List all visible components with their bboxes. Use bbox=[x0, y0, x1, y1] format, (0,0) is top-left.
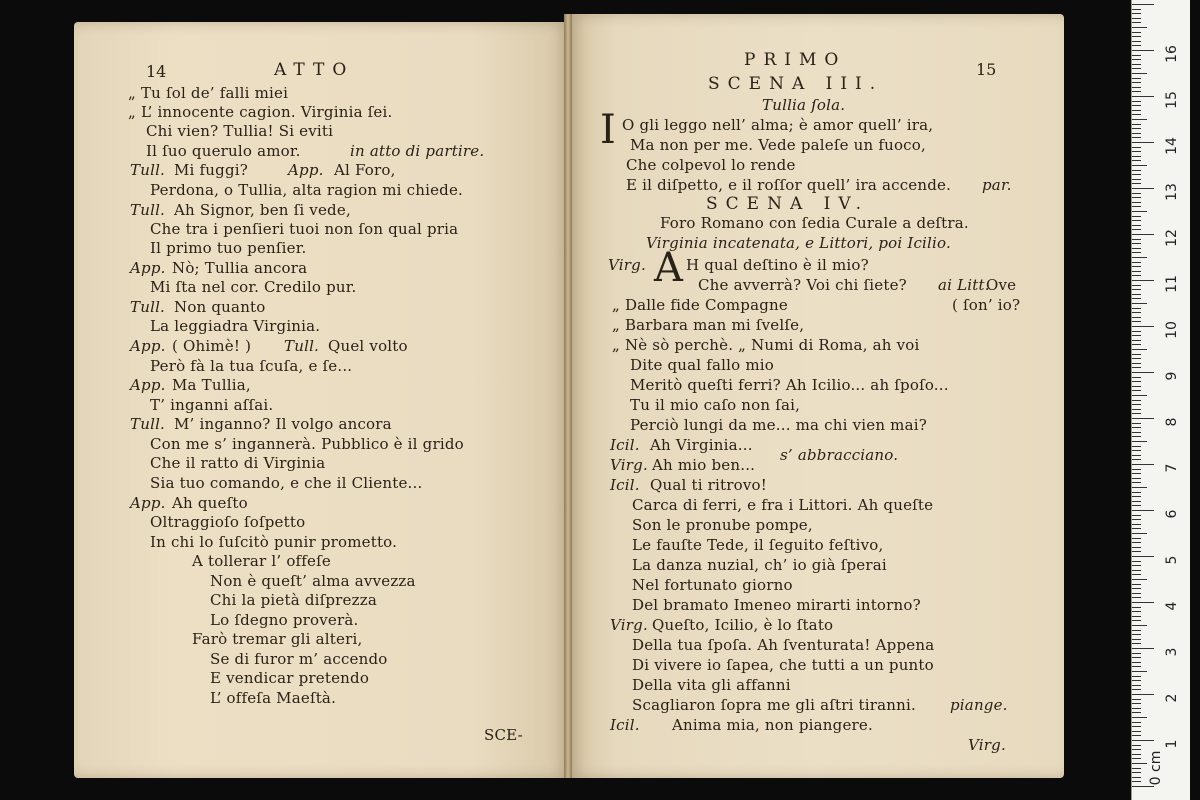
ruler-tick bbox=[1132, 234, 1154, 235]
text-line: Nò; Tullia ancora bbox=[172, 259, 308, 277]
aria-line: Lo ſdegno proverà. bbox=[210, 611, 359, 629]
ruler-tick bbox=[1132, 142, 1154, 143]
ruler-tick bbox=[1132, 73, 1147, 74]
text-line: Mi fuggi? bbox=[174, 161, 248, 179]
text-line: Al Foro, bbox=[334, 161, 396, 179]
text-line: Di vivere io ſapea, che tutti a un punto bbox=[632, 656, 934, 674]
ruler-tick bbox=[1132, 515, 1141, 516]
text-line: Le fauſte Tede, il ſeguito feſtivo, bbox=[632, 536, 884, 554]
ruler-tick bbox=[1132, 372, 1154, 373]
text-line: Ah Virginia... bbox=[650, 436, 753, 454]
ruler-tick bbox=[1132, 492, 1141, 493]
text-line: „ L’ innocente cagion. Virginia ſei. bbox=[128, 103, 393, 121]
text-line: Son le pronube pompe, bbox=[632, 516, 813, 534]
ruler-tick bbox=[1132, 528, 1141, 529]
text-line: ( Ohimè! ) bbox=[172, 337, 252, 355]
ruler-tick bbox=[1132, 105, 1141, 106]
text-line: Ma non per me. Vede paleſe un fuoco, bbox=[630, 136, 926, 154]
ruler-tick bbox=[1132, 211, 1147, 212]
ruler-number: 14 bbox=[1164, 137, 1180, 155]
ruler-tick bbox=[1132, 78, 1141, 79]
ruler-tick bbox=[1132, 731, 1141, 732]
ruler-tick bbox=[1132, 285, 1141, 286]
running-header-right: PRIMO bbox=[744, 50, 847, 70]
ruler-tick bbox=[1132, 584, 1141, 585]
ruler-tick bbox=[1132, 611, 1141, 612]
ruler-number: 5 bbox=[1164, 555, 1180, 565]
ruler-tick bbox=[1132, 565, 1141, 566]
speaker-label: App. bbox=[130, 376, 166, 394]
text-line: Della vita gli affanni bbox=[632, 676, 791, 694]
aria-line: Chi la pietà diſprezza bbox=[210, 591, 377, 609]
ruler-tick bbox=[1132, 308, 1141, 309]
ruler-tick bbox=[1132, 561, 1141, 562]
text-line: La leggiadra Virginia. bbox=[150, 317, 321, 335]
ruler-tick bbox=[1132, 413, 1141, 414]
ruler-tick bbox=[1132, 4, 1154, 5]
speaker-label: Icil. bbox=[610, 716, 640, 734]
ruler-number: 13 bbox=[1164, 183, 1180, 201]
ruler-tick bbox=[1132, 340, 1141, 341]
ruler-tick bbox=[1132, 354, 1141, 355]
ruler-tick bbox=[1132, 280, 1154, 281]
ruler-tick bbox=[1132, 708, 1141, 709]
ruler-tick bbox=[1132, 597, 1141, 598]
ruler-tick bbox=[1132, 459, 1141, 460]
stage-direction: ai Litt. bbox=[938, 276, 990, 294]
ruler-tick bbox=[1132, 114, 1141, 115]
text-line: T’ inganni aſſai. bbox=[150, 396, 274, 414]
text-line: „ Barbara man mi ſvelſe, bbox=[612, 316, 805, 334]
ruler-tick bbox=[1132, 441, 1147, 442]
ruler-tick bbox=[1132, 501, 1141, 502]
ruler-tick bbox=[1132, 455, 1141, 456]
text-line: Che tra i penſieri tuoi non ſon qual pria bbox=[150, 220, 459, 238]
aria-line: Se di furor m’ accendo bbox=[210, 650, 388, 668]
ruler-tick bbox=[1132, 202, 1141, 203]
ruler-tick bbox=[1132, 487, 1147, 488]
ruler-number: 6 bbox=[1164, 509, 1180, 519]
ruler-tick bbox=[1132, 262, 1141, 263]
ruler-tick bbox=[1132, 96, 1154, 97]
ruler-tick bbox=[1132, 22, 1141, 23]
speaker-label: App. bbox=[130, 337, 166, 355]
text-line: In chi lo ſuſcitò punir prometto. bbox=[150, 533, 398, 551]
ruler-number: 15 bbox=[1164, 91, 1180, 109]
ruler-tick bbox=[1132, 400, 1141, 401]
ruler-tick bbox=[1132, 160, 1141, 161]
ruler-tick bbox=[1132, 367, 1141, 368]
ruler-tick bbox=[1132, 758, 1141, 759]
ruler-tick bbox=[1132, 101, 1141, 102]
text-line: Tu il mio caſo non ſai, bbox=[630, 396, 801, 414]
ruler-tick bbox=[1132, 436, 1141, 437]
text-line: Perdona, o Tullia, alta ragion mi chiede. bbox=[150, 181, 463, 199]
ruler-tick bbox=[1132, 41, 1141, 42]
ruler-tick bbox=[1132, 754, 1141, 755]
text-line: Ma Tullia, bbox=[172, 376, 251, 394]
ruler-tick bbox=[1132, 206, 1141, 207]
ruler-tick bbox=[1132, 110, 1141, 111]
ruler-number: 4 bbox=[1164, 601, 1180, 611]
text-line: Anima mia, non piangere. bbox=[672, 716, 873, 734]
ruler-tick bbox=[1132, 377, 1141, 378]
ruler-tick bbox=[1132, 689, 1141, 690]
text-line: Dite qual fallo mio bbox=[630, 356, 775, 374]
ruler-tick bbox=[1132, 446, 1141, 447]
ruler-tick bbox=[1132, 9, 1141, 10]
ruler-tick bbox=[1132, 266, 1141, 267]
ruler-tick bbox=[1132, 616, 1141, 617]
ruler-tick bbox=[1132, 694, 1154, 695]
ruler-tick bbox=[1132, 662, 1141, 663]
ruler-tick bbox=[1132, 482, 1141, 483]
running-header-left: ATTO bbox=[274, 60, 355, 80]
ruler-tick bbox=[1132, 225, 1141, 226]
ruler-tick bbox=[1132, 657, 1141, 658]
page-number-right: 15 bbox=[976, 60, 997, 79]
ruler-tick bbox=[1132, 574, 1141, 575]
text-line: Che il ratto di Virginia bbox=[150, 454, 326, 472]
aria-line: L’ offeſa Maeſtà. bbox=[210, 689, 337, 707]
text-line: „ Dalle fide Compagne bbox=[612, 296, 788, 314]
ruler-tick bbox=[1132, 179, 1141, 180]
ruler-tick bbox=[1132, 45, 1141, 46]
ruler-number: 3 bbox=[1164, 647, 1180, 657]
ruler-tick bbox=[1132, 432, 1141, 433]
ruler-tick bbox=[1132, 533, 1147, 534]
speaker-label: Virg. bbox=[610, 456, 648, 474]
ruler-tick bbox=[1132, 197, 1141, 198]
text-line: Nel fortunato giorno bbox=[632, 576, 793, 594]
text-line: La danza nuzial, ch’ io già ſperai bbox=[632, 556, 887, 574]
aria-line: E vendicar pretendo bbox=[210, 669, 370, 687]
ruler-tick bbox=[1132, 331, 1141, 332]
text-line: Ah mio ben... bbox=[652, 456, 756, 474]
aria-line: A tollerar l’ offeſe bbox=[192, 552, 331, 570]
text-line: Però fà la tua ſcuſa, e ſe... bbox=[150, 357, 353, 375]
scene-subtitle: Tullia ſola. bbox=[762, 96, 846, 114]
speaker-label: App. bbox=[288, 161, 324, 179]
ruler-tick bbox=[1132, 680, 1141, 681]
ruler-tick bbox=[1132, 395, 1147, 396]
ruler-tick bbox=[1132, 188, 1154, 189]
ruler-tick bbox=[1132, 344, 1141, 345]
ruler-tick bbox=[1132, 248, 1141, 249]
scene-title: SCENA IV. bbox=[706, 194, 870, 214]
scene-setting: Foro Romano con ſedia Curale a deſtra. bbox=[660, 214, 969, 232]
ruler-tick bbox=[1132, 634, 1141, 635]
ruler-tick bbox=[1132, 317, 1141, 318]
ruler-tick bbox=[1132, 666, 1141, 667]
ruler-tick bbox=[1132, 68, 1141, 69]
ruler-tick bbox=[1132, 427, 1141, 428]
text-line: Il primo tuo penſier. bbox=[150, 239, 307, 257]
ruler-tick bbox=[1132, 59, 1141, 60]
ruler-tick bbox=[1132, 32, 1141, 33]
ruler-number: 16 bbox=[1164, 45, 1180, 63]
ruler-tick bbox=[1132, 496, 1141, 497]
ruler-tick bbox=[1132, 147, 1141, 148]
speaker-label: Icil. bbox=[610, 476, 640, 494]
text-line: Qual ti ritrovo! bbox=[650, 476, 767, 494]
ruler-tick bbox=[1132, 82, 1141, 83]
ruler-tick bbox=[1132, 588, 1141, 589]
text-line: Oltraggioſo ſoſpetto bbox=[150, 513, 306, 531]
ruler-tick bbox=[1132, 556, 1154, 557]
ruler-number: 10 bbox=[1164, 321, 1180, 339]
ruler-unit-label: 0 cm bbox=[1148, 750, 1164, 786]
ruler-tick bbox=[1132, 469, 1141, 470]
text-line: Il ſuo querulo amor. bbox=[146, 142, 301, 160]
text-line: „ Nè sò perchè. „ Numi di Roma, ah voi bbox=[612, 336, 920, 354]
ruler-tick bbox=[1132, 722, 1141, 723]
ruler-tick bbox=[1132, 685, 1141, 686]
ruler-tick bbox=[1132, 735, 1141, 736]
ruler-tick bbox=[1132, 768, 1141, 769]
text-line: H qual deſtino è il mio? bbox=[686, 256, 869, 274]
ruler-number: 12 bbox=[1164, 229, 1180, 247]
speaker-label: Tull. bbox=[130, 201, 166, 219]
speaker-label: Virg. bbox=[610, 616, 648, 634]
ruler-tick bbox=[1132, 216, 1141, 217]
page-number-left: 14 bbox=[146, 62, 167, 81]
text-line: Con me s’ ingannerà. Pubblico è il grido bbox=[150, 435, 464, 453]
ruler-tick bbox=[1132, 289, 1141, 290]
ruler-tick bbox=[1132, 349, 1147, 350]
ruler-tick bbox=[1132, 303, 1147, 304]
text-line: Carca di ferri, e fra i Littori. Ah queſte bbox=[632, 496, 934, 514]
ruler-tick bbox=[1132, 579, 1147, 580]
ruler-tick bbox=[1132, 703, 1141, 704]
text-line: Meritò queſti ferri? Ah Icilio... ah ſpoſo... bbox=[630, 376, 949, 394]
ruler-tick bbox=[1132, 450, 1141, 451]
ruler-tick bbox=[1132, 478, 1141, 479]
text-line: Quel volto bbox=[328, 337, 408, 355]
book-gutter bbox=[564, 14, 572, 778]
stage-direction: piange. bbox=[950, 696, 1008, 714]
ruler-tick bbox=[1132, 358, 1141, 359]
ruler-tick bbox=[1132, 676, 1141, 677]
ruler-tick bbox=[1132, 174, 1141, 175]
ruler-number: 8 bbox=[1164, 417, 1180, 427]
ruler-tick bbox=[1132, 243, 1141, 244]
text-line: Perciò lungi da me... ma chi vien mai? bbox=[630, 416, 927, 434]
ruler-tick bbox=[1132, 639, 1141, 640]
ruler-tick bbox=[1132, 745, 1141, 746]
speaker-label: Virg. bbox=[608, 256, 646, 274]
ruler-tick bbox=[1132, 165, 1147, 166]
text-line: M’ inganno? Il volgo ancora bbox=[174, 415, 392, 433]
ruler-number: 1 bbox=[1164, 739, 1180, 749]
ruler-tick bbox=[1132, 257, 1147, 258]
text-line: Non quanto bbox=[174, 298, 266, 316]
ruler-tick bbox=[1132, 648, 1154, 649]
ruler-tick bbox=[1132, 124, 1141, 125]
ruler-tick bbox=[1132, 570, 1141, 571]
ruler-tick bbox=[1132, 151, 1141, 152]
ruler-tick bbox=[1132, 133, 1141, 134]
ruler-tick bbox=[1132, 699, 1141, 700]
ruler-tick bbox=[1132, 409, 1141, 410]
ruler-tick bbox=[1132, 390, 1141, 391]
ruler-tick bbox=[1132, 602, 1154, 603]
drop-cap: I bbox=[600, 107, 616, 153]
drop-cap: A bbox=[654, 245, 683, 291]
ruler-tick bbox=[1132, 312, 1141, 313]
ruler-tick bbox=[1132, 275, 1141, 276]
ruler-tick bbox=[1132, 298, 1141, 299]
ruler-tick bbox=[1132, 91, 1141, 92]
speaker-label: Icil. bbox=[610, 436, 640, 454]
text-line: E il diſpetto, e il roſſor quell’ ira accende. bbox=[626, 176, 952, 194]
ruler-tick bbox=[1132, 653, 1141, 654]
text-line: Ove bbox=[986, 276, 1017, 294]
ruler-number: 7 bbox=[1164, 463, 1180, 473]
ruler-tick bbox=[1132, 294, 1141, 295]
ruler-tick bbox=[1132, 620, 1141, 621]
ruler-tick bbox=[1132, 137, 1141, 138]
ruler-tick bbox=[1132, 524, 1141, 525]
measurement-ruler bbox=[1131, 0, 1190, 800]
ruler-tick bbox=[1132, 717, 1147, 718]
ruler-tick bbox=[1132, 363, 1141, 364]
ruler-tick bbox=[1132, 777, 1141, 778]
ruler-tick bbox=[1132, 36, 1141, 37]
ruler-tick bbox=[1132, 335, 1141, 336]
ruler-tick bbox=[1132, 625, 1147, 626]
speaker-label: Tull. bbox=[284, 337, 320, 355]
ruler-tick bbox=[1132, 18, 1141, 19]
stage-direction: in atto di partire. bbox=[350, 142, 485, 160]
stage-direction: s’ abbracciano. bbox=[780, 446, 899, 464]
ruler-number: 2 bbox=[1164, 693, 1180, 703]
ruler-tick bbox=[1132, 505, 1141, 506]
ruler-tick bbox=[1132, 607, 1141, 608]
ruler-tick bbox=[1132, 193, 1141, 194]
text-line: Sia tuo comando, e che il Cliente... bbox=[150, 474, 423, 492]
ruler-tick bbox=[1132, 423, 1141, 424]
text-line: Del bramato Imeneo mirarti intorno? bbox=[632, 596, 921, 614]
speaker-label: App. bbox=[130, 494, 166, 512]
ruler-tick bbox=[1132, 321, 1141, 322]
text-line: Scagliaron ſopra me gli aſtri tiranni. bbox=[632, 696, 916, 714]
aria-line: Farò tremar gli alteri, bbox=[192, 630, 363, 648]
ruler-tick bbox=[1132, 763, 1147, 764]
ruler-tick bbox=[1132, 404, 1141, 405]
ruler-tick bbox=[1132, 252, 1141, 253]
ruler-tick bbox=[1132, 229, 1141, 230]
ruler-tick bbox=[1132, 156, 1141, 157]
text-line: Che colpevol lo rende bbox=[626, 156, 796, 174]
ruler-tick bbox=[1132, 50, 1154, 51]
text-line: Ah queſto bbox=[172, 494, 248, 512]
text-line: Della tua ſpoſa. Ah ſventurata! Appena bbox=[632, 636, 935, 654]
ruler-tick bbox=[1132, 27, 1147, 28]
ruler-tick bbox=[1132, 386, 1141, 387]
ruler-tick bbox=[1132, 712, 1141, 713]
scene-cast: Virginia incatenata, e Littori, poi Icilio. bbox=[646, 234, 951, 252]
speaker-label: Tull. bbox=[130, 415, 166, 433]
ruler-tick bbox=[1132, 220, 1141, 221]
ruler-tick bbox=[1132, 119, 1147, 120]
ruler-tick bbox=[1132, 781, 1141, 782]
ruler-tick bbox=[1132, 170, 1141, 171]
text-line: ( ſon’ io? bbox=[952, 296, 1021, 314]
ruler-tick bbox=[1132, 183, 1141, 184]
text-line: Queſto, Icilio, è lo ſtato bbox=[652, 616, 834, 634]
text-line: Chi vien? Tullia! Si eviti bbox=[146, 122, 334, 140]
aria-line: Non è queſt’ alma avvezza bbox=[210, 572, 416, 590]
ruler-tick bbox=[1132, 551, 1141, 552]
catchword-left: SCE- bbox=[484, 726, 523, 744]
ruler-tick bbox=[1132, 519, 1141, 520]
ruler-tick bbox=[1132, 271, 1141, 272]
ruler-tick bbox=[1132, 643, 1141, 644]
ruler-tick bbox=[1132, 630, 1141, 631]
stage-direction: par. bbox=[982, 176, 1012, 194]
ruler-tick bbox=[1132, 55, 1141, 56]
ruler-tick bbox=[1132, 128, 1141, 129]
speaker-label: App. bbox=[130, 259, 166, 277]
ruler-tick bbox=[1132, 87, 1141, 88]
ruler-tick bbox=[1132, 326, 1154, 327]
ruler-tick bbox=[1132, 64, 1141, 65]
ruler-tick bbox=[1132, 593, 1141, 594]
ruler-number: 11 bbox=[1164, 275, 1180, 293]
ruler-tick bbox=[1132, 473, 1141, 474]
text-line: Che avverrà? Voi chi ſiete? bbox=[698, 276, 907, 294]
text-line: Ah Signor, ben ſi vede, bbox=[174, 201, 351, 219]
ruler-tick bbox=[1132, 547, 1141, 548]
scene-title: SCENA III. bbox=[708, 74, 884, 94]
speaker-label: Tull. bbox=[130, 298, 166, 316]
ruler-tick bbox=[1132, 510, 1154, 511]
catchword-right: Virg. bbox=[968, 736, 1006, 754]
speaker-label: Tull. bbox=[130, 161, 166, 179]
ruler-tick bbox=[1132, 381, 1141, 382]
ruler-tick bbox=[1132, 749, 1141, 750]
ruler-tick bbox=[1132, 772, 1141, 773]
ruler-tick bbox=[1132, 726, 1141, 727]
ruler-tick bbox=[1132, 418, 1154, 419]
ruler-number: 9 bbox=[1164, 371, 1180, 381]
ruler-tick bbox=[1132, 538, 1141, 539]
ruler-tick bbox=[1132, 464, 1154, 465]
ruler-tick bbox=[1132, 671, 1147, 672]
ruler-tick bbox=[1132, 13, 1141, 14]
ruler-tick bbox=[1132, 542, 1141, 543]
ruler-tick bbox=[1132, 740, 1154, 741]
text-line: Mi ſta nel cor. Credilo pur. bbox=[150, 278, 357, 296]
text-line: „ Tu ſol de’ falli miei bbox=[128, 84, 289, 102]
text-line: O gli leggo nell’ alma; è amor quell’ ira, bbox=[622, 116, 934, 134]
ruler-tick bbox=[1132, 239, 1141, 240]
